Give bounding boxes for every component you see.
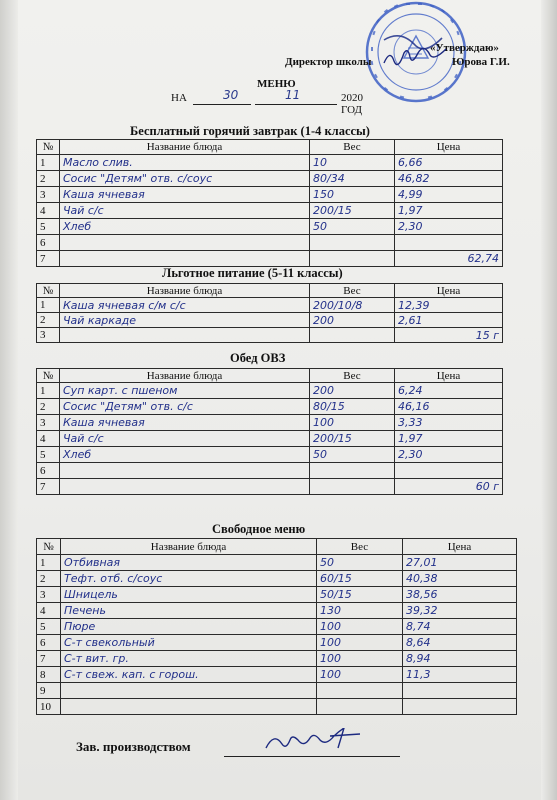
table-row [37,587,517,603]
row-number: 5 [37,219,60,235]
dish-price: 38,56 [403,587,517,603]
dish-name: Сосис "Детям" отв. с/соус [60,171,310,187]
dish-price: 2,30 [395,219,503,235]
table-row [37,651,517,667]
col-header-price: Цена [395,140,503,155]
menu-table [36,139,503,267]
date-prefix: НА [171,92,187,104]
col-header-price: Цена [395,369,503,383]
row-number: 7 [37,251,60,267]
table-row [37,415,503,431]
col-header-num: № [37,539,61,555]
dish-name: Чай с/с [60,431,310,447]
dish-price: 40,38 [403,571,517,587]
dish-weight: 100 [317,651,403,667]
page-edge-shadow [541,0,557,800]
table-row [37,683,517,699]
dish-name: Печень [61,603,317,619]
table-row [37,171,503,187]
dish-weight: 10 [310,155,395,171]
table-header-row [37,284,503,298]
col-header-name: Название блюда [60,369,310,383]
dish-name: Чай каркаде [60,313,310,328]
dish-weight: 200 [310,383,395,399]
dish-weight: 200/15 [310,431,395,447]
table-row [37,328,503,343]
approval-label: «Утверждаю» [430,42,499,54]
dish-name: Хлеб [60,447,310,463]
table-row [37,298,503,313]
section-title: Бесплатный горячий завтрак (1-4 классы) [130,124,370,138]
table-row [37,251,503,267]
col-header-num: № [37,284,60,298]
table-row [37,155,503,171]
table-row [37,479,503,495]
dish-name: С-т вит. гр. [61,651,317,667]
row-number: 9 [37,683,61,699]
table-row [37,219,503,235]
dish-weight: 50 [317,555,403,571]
dish-name: Чай с/с [60,203,310,219]
table-row [37,235,503,251]
director-label: Директор школы [285,56,372,68]
col-header-weight: Вес [310,284,395,298]
dish-name: Пюре [61,619,317,635]
row-number: 3 [37,187,60,203]
manager-signature [260,728,380,758]
table-header-row [37,539,517,555]
col-header-num: № [37,140,60,155]
table-row [37,667,517,683]
table-row [37,603,517,619]
row-number: 4 [37,203,60,219]
page-edge-shadow [0,0,18,800]
dish-weight: 150 [310,187,395,203]
table-row [37,203,503,219]
dish-weight [310,235,395,251]
dish-name: Хлеб [60,219,310,235]
table-row [37,571,517,587]
dish-price: 8,64 [403,635,517,651]
dish-weight: 50/15 [317,587,403,603]
dish-weight [310,479,395,495]
dish-price: 39,32 [403,603,517,619]
menu-table [36,538,517,715]
dish-name: Масло слив. [60,155,310,171]
row-number: 7 [37,651,61,667]
dish-price: 6,66 [395,155,503,171]
dish-weight: 50 [310,219,395,235]
section-title: Обед ОВЗ [230,351,286,365]
dish-weight: 100 [310,415,395,431]
dish-name [61,683,317,699]
table-row [37,187,503,203]
dish-weight: 100 [317,667,403,683]
dish-price: 2,30 [395,447,503,463]
dish-name: Каша ячневая [60,415,310,431]
col-header-num: № [37,369,60,383]
row-number: 1 [37,383,60,399]
row-number: 3 [37,328,60,343]
date-underline [193,104,251,105]
dish-price [403,683,517,699]
dish-price [395,235,503,251]
col-header-weight: Вес [310,140,395,155]
dish-weight [310,328,395,343]
dish-weight: 200/10/8 [310,298,395,313]
director-signature [380,47,450,69]
dish-weight: 100 [317,635,403,651]
dish-price [403,699,517,715]
row-number: 3 [37,415,60,431]
table-row [37,383,503,399]
table-row [37,635,517,651]
dish-price: 8,74 [403,619,517,635]
dish-price [395,463,503,479]
table-row [37,699,517,715]
col-header-price: Цена [403,539,517,555]
dish-price: 3,33 [395,415,503,431]
dish-name: Сосис "Детям" отв. с/с [60,399,310,415]
dish-name: Шницель [61,587,317,603]
dish-weight: 80/34 [310,171,395,187]
dish-price: 46,16 [395,399,503,415]
col-header-name: Название блюда [60,284,310,298]
dish-price: 46,82 [395,171,503,187]
dish-weight: 80/15 [310,399,395,415]
dish-weight [310,251,395,267]
row-number: 5 [37,447,60,463]
dish-name: С-т свекольный [61,635,317,651]
dish-name [60,251,310,267]
row-number: 2 [37,313,60,328]
dish-weight: 50 [310,447,395,463]
dish-name: Тефт. отб. с/соус [61,571,317,587]
dish-weight: 60/15 [317,571,403,587]
dish-price: 11,3 [403,667,517,683]
dish-name: Каша ячневая [60,187,310,203]
dish-name: Каша ячневая с/м с/с [60,298,310,313]
row-number: 8 [37,667,61,683]
row-number: 1 [37,555,61,571]
table-header-row [37,140,503,155]
footer-label: Зав. производством [76,739,191,754]
dish-weight: 100 [317,619,403,635]
row-number: 2 [37,171,60,187]
dish-name: Суп карт. с пшеном [60,383,310,399]
row-number: 6 [37,635,61,651]
table-row [37,399,503,415]
menu-table [36,283,503,343]
dish-price: 8,94 [403,651,517,667]
row-number: 1 [37,298,60,313]
row-number: 6 [37,235,60,251]
table-row [37,313,503,328]
dish-price: 1,97 [395,203,503,219]
table-row [37,555,517,571]
section-title: Льготное питание (5-11 классы) [162,266,343,280]
col-header-weight: Вес [310,369,395,383]
dish-price: 12,39 [395,298,503,313]
row-number: 6 [37,463,60,479]
menu-title: МЕНЮ [257,78,296,90]
row-number: 4 [37,431,60,447]
col-header-price: Цена [395,284,503,298]
table-header-row [37,369,503,383]
date-month: 11 [285,88,301,102]
date-year: 2020 ГОД [341,92,363,116]
dish-name [61,699,317,715]
dish-name [60,235,310,251]
dish-price: 2,61 [395,313,503,328]
dish-price: 27,01 [403,555,517,571]
dish-price: 15 г [395,328,503,343]
section-title: Свободное меню [212,522,306,536]
col-header-weight: Вес [317,539,403,555]
dish-weight [317,683,403,699]
row-number: 2 [37,571,61,587]
dish-price: 62,74 [395,251,503,267]
dish-weight: 200 [310,313,395,328]
dish-name: Отбивная [61,555,317,571]
row-number: 10 [37,699,61,715]
dish-weight [317,699,403,715]
dish-price: 6,24 [395,383,503,399]
col-header-name: Название блюда [61,539,317,555]
director-name: Юрова Г.И. [452,56,510,68]
row-number: 4 [37,603,61,619]
dish-price: 4,99 [395,187,503,203]
dish-name [60,328,310,343]
table-row [37,619,517,635]
dish-price: 60 г [395,479,503,495]
row-number: 1 [37,155,60,171]
dish-weight: 200/15 [310,203,395,219]
dish-weight [310,463,395,479]
dish-name: С-т свеж. кап. с горош. [61,667,317,683]
table-row [37,463,503,479]
dish-name [60,463,310,479]
row-number: 3 [37,587,61,603]
menu-table [36,368,503,495]
dish-price: 1,97 [395,431,503,447]
dish-name [60,479,310,495]
col-header-name: Название блюда [60,140,310,155]
table-row [37,431,503,447]
date-day: 30 [223,88,239,102]
row-number: 5 [37,619,61,635]
table-row [37,447,503,463]
row-number: 7 [37,479,60,495]
dish-weight: 130 [317,603,403,619]
row-number: 2 [37,399,60,415]
date-underline [255,104,337,105]
